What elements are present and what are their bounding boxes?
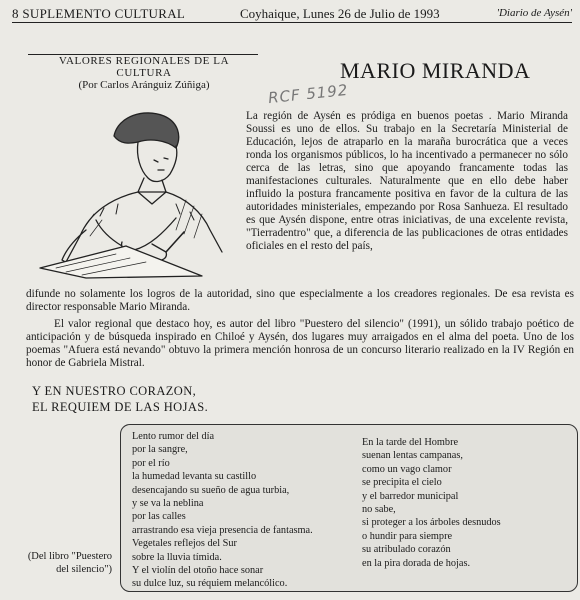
poem-line: su dulce luz, su réquiem melancólico. <box>132 578 288 590</box>
poem-title <box>32 383 208 415</box>
poem-line: como un vago clamor <box>362 463 452 475</box>
header-rule <box>12 22 572 23</box>
column-author: (Por Carlos Aránguiz Zúñiga) <box>78 79 210 91</box>
poem-line: suenan lentas campanas, <box>362 450 463 462</box>
section-name: 8 SUPLEMENTO CULTURAL <box>12 6 186 21</box>
man-writing-drawing-icon <box>26 100 236 280</box>
poem-line: y se va la neblina <box>132 498 204 510</box>
poem-line: arrastrando esa vieja presencia de fantasma. <box>132 524 313 536</box>
poem-title-line-2: EL REQUIEM DE LAS HOJAS. <box>32 400 209 414</box>
poem-stanza-2 <box>362 436 567 570</box>
poem-line: o hundir para siempre <box>362 530 453 542</box>
column-heading-rule <box>28 54 258 55</box>
handwritten-stamp: RCF 5192 <box>267 80 350 108</box>
poem-line: su atribulado corazón <box>362 544 451 556</box>
poem-line: si proteger a los árboles desnudos <box>362 517 501 529</box>
article-paragraph-1: La región de Aysén es pródiga en buenos poetas . Mario Miranda Soussi es uno de ellos. Su trabajo en la Secretaría Ministerial de Educación, lejos de atraparlo en la maraña burocrática que a veces ronda los organismos públicos, lo ha incentivado a permanecer no sólo cerca de las letras, sino que apoyando francamente todas las manifestaciones culturales. Naturalmente que en ello debe haber influido la postura francamente positiva en favor de la cultura de las autoridades ministeriales, empezando por Rosa Sanhueza. El resultado es que Aysén dispone, entre otras iniciativas, de una excelente revista, "Tierradentro" que, a diferencia de las publicaciones de otras entidades oficiales en el resto del país, <box>246 110 568 252</box>
column-heading <box>30 55 258 91</box>
poem-line: no sabe, <box>362 504 396 516</box>
newspaper-name: 'Diario de Aysén' <box>496 7 572 19</box>
article-title: MARIO MIRANDA <box>340 58 531 83</box>
poem-line: En la tarde del Hombre <box>362 437 459 448</box>
poem-line: Lento rumor del día <box>132 431 215 442</box>
article-paragraph-2: difunde no solamente los logros de la autoridad, sino que especialmente a los creadores regionales. De esa revista es director responsable Mario Miranda. <box>26 288 574 313</box>
poem-title-line-1: Y EN NUESTRO CORAZON, <box>32 384 197 398</box>
article-paragraph-3: El valor regional que destaco hoy, es autor del libro "Puestero del silencio" (1991), un sólido trabajo poético de anticipación y de búsqueda inspirado en Chiloé y Aysén, dos lugares muy arraigados en el alma del poeta. Uno de los poemas "Afuera está nevando" obtuvo la primera mención honrosa de un concurso literario realizado en la IV Región en honor de Gabriela Mistral. <box>26 318 574 369</box>
page-header <box>12 6 572 22</box>
poem-source: (Del libro "Puestero del silencio") <box>27 551 112 575</box>
column-name: VALORES REGIONALES DE LA CULTURA <box>58 55 230 79</box>
issue-date: Coyhaique, Lunes 26 de Julio de 1993 <box>240 6 440 21</box>
poem-line: en la pira dorada de hojas. <box>362 557 471 569</box>
poem-line: desencajando su sueño de agua turbia, <box>132 484 290 496</box>
poem-line: y el barredor municipal <box>362 490 459 502</box>
poem-stanza-1 <box>132 430 337 591</box>
poem-line: sobre la lluvia tímida. <box>132 551 222 563</box>
poem-line: Vegetales reflejos del Sur <box>132 538 237 550</box>
poem-line: se precipita el cielo <box>362 477 442 489</box>
poem-line: por las calles <box>132 511 186 523</box>
poem-line: por el río <box>132 457 170 469</box>
poem-line: por la sangre, <box>132 444 188 456</box>
poem-line: la humedad levanta su castillo <box>132 471 257 483</box>
poem-line: Y el violín del otoño hace sonar <box>132 565 264 577</box>
